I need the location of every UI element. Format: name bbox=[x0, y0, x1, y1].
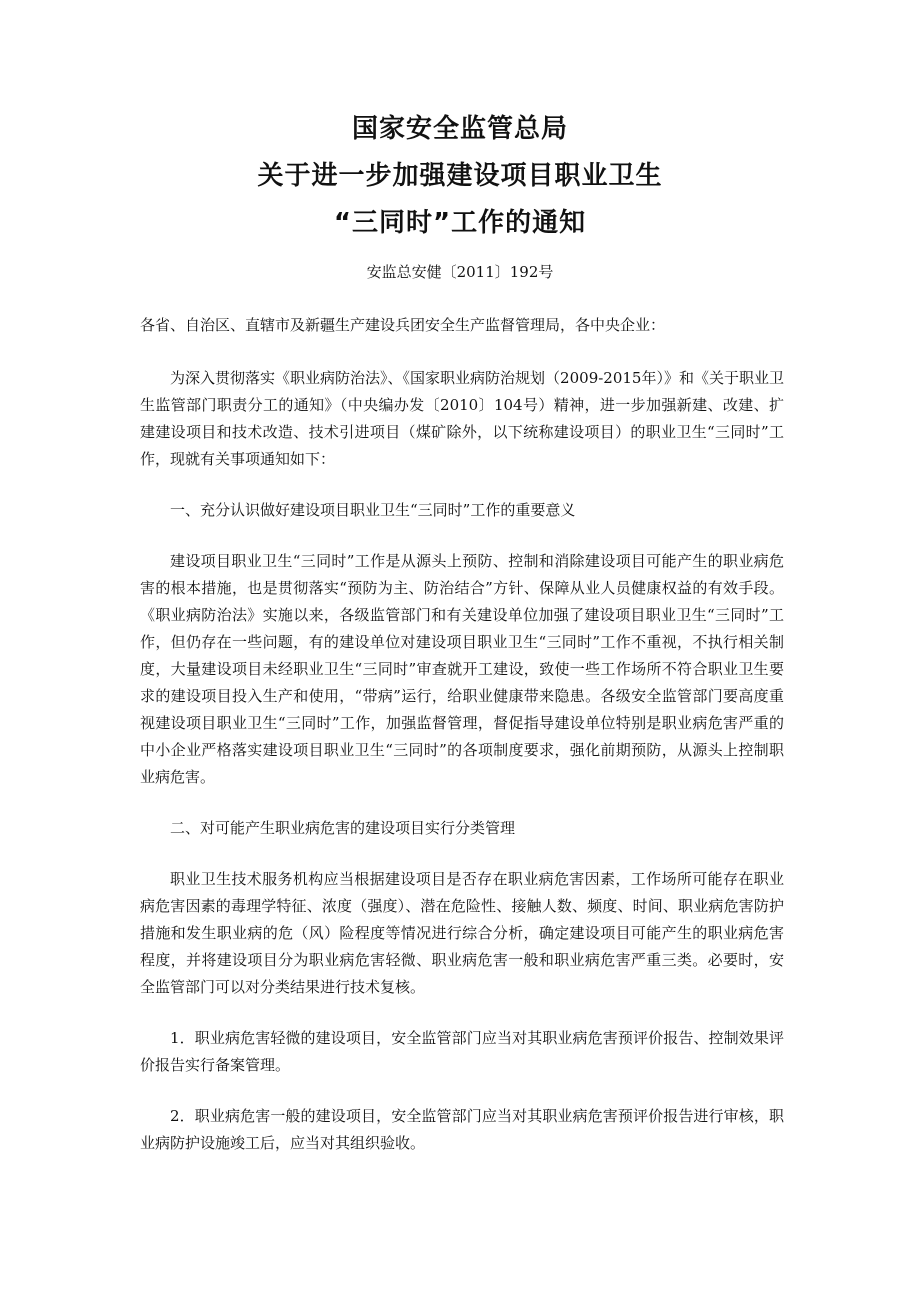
section2-heading: 二、对可能产生职业病危害的建设项目实行分类管理 bbox=[170, 819, 516, 837]
section2-paragraph: 职业卫生技术服务机构应当根据建设项目是否存在职业病危害因素，工作场所可能存在职业病危害因素的毒理学特征、浓度（强度）、潜在危险性、接触人数、频度、时间、职业病危害防护措施和发生职业病的危（风）险程度等情况进行综合分析，确定建设项目可能产生的职业病危害程度，并将建设项目分为职业病危害轻微、职业病危害一般和职业病危害严重三类。必要时，安全监管部门可以对分类结果进行技术复核。 bbox=[140, 870, 784, 996]
list-item-2: 2．职业病危害一般的建设项目，安全监管部门应当对其职业病危害预评价报告进行审核，职业病防护设施竣工后，应当对其组织验收。 bbox=[140, 1107, 784, 1152]
recipients-line: 各省、自治区、直辖市及新疆生产建设兵团安全生产监督管理局，各中央企业： bbox=[140, 316, 666, 334]
title-line-issuer: 国家安全监管总局 bbox=[351, 114, 568, 144]
intro-paragraph: 为深入贯彻落实《职业病防治法》、《国家职业病防治规划（2009-2015年）》和《关于职业卫生监管部门职责分工的通知》（中央编办发〔2010〕104号）精神，进一步加强新建、改建、扩建建设项目和技术改造、技术引进项目（煤矿除外，以下统称建设项目）的职业卫生“三同时”工作，现就有关事项通知如下： bbox=[140, 369, 784, 468]
section1-heading: 一、充分认识做好建设项目职业卫生“三同时”工作的重要意义 bbox=[170, 501, 576, 519]
section1-paragraph: 建设项目职业卫生“三同时”工作是从源头上预防、控制和消除建设项目可能产生的职业病危害的根本措施，也是贯彻落实“预防为主、防治结合”方针、保障从业人员健康权益的有效手段。《职业病防治法》实施以来，各级监管部门和有关建设单位加强了建设项目职业卫生“三同时”工作，但仍存在一些问题，有的建设单位对建设项目职业卫生“三同时”工作不重视，不执行相关制度，大量建设项目未经职业卫生“三同时”审查就开工建设，致使一些工作场所不符合职业卫生要求的建设项目投入生产和使用，“带病”运行，给职业健康带来隐患。各级安全监管部门要高度重视建设项目职业卫生“三同时”工作，加强监督管理，督促指导建设单位特别是职业病危害严重的中小企业严格落实建设项目职业卫生“三同时”的各项制度要求，强化前期预防，从源头上控制职业病危害。 bbox=[140, 552, 784, 786]
title-line-subject: 关于进一步加强建设项目职业卫生 bbox=[257, 161, 663, 191]
document-body bbox=[140, 312, 784, 1157]
title-line-notice: “三同时”工作的通知 bbox=[333, 208, 587, 238]
list-item-1: 1．职业病危害轻微的建设项目，安全监管部门应当对其职业病危害预评价报告、控制效果评价报告实行备案管理。 bbox=[140, 1029, 784, 1074]
document-title bbox=[0, 106, 920, 247]
document-number: 安监总安健〔2011〕192号 bbox=[366, 263, 554, 281]
